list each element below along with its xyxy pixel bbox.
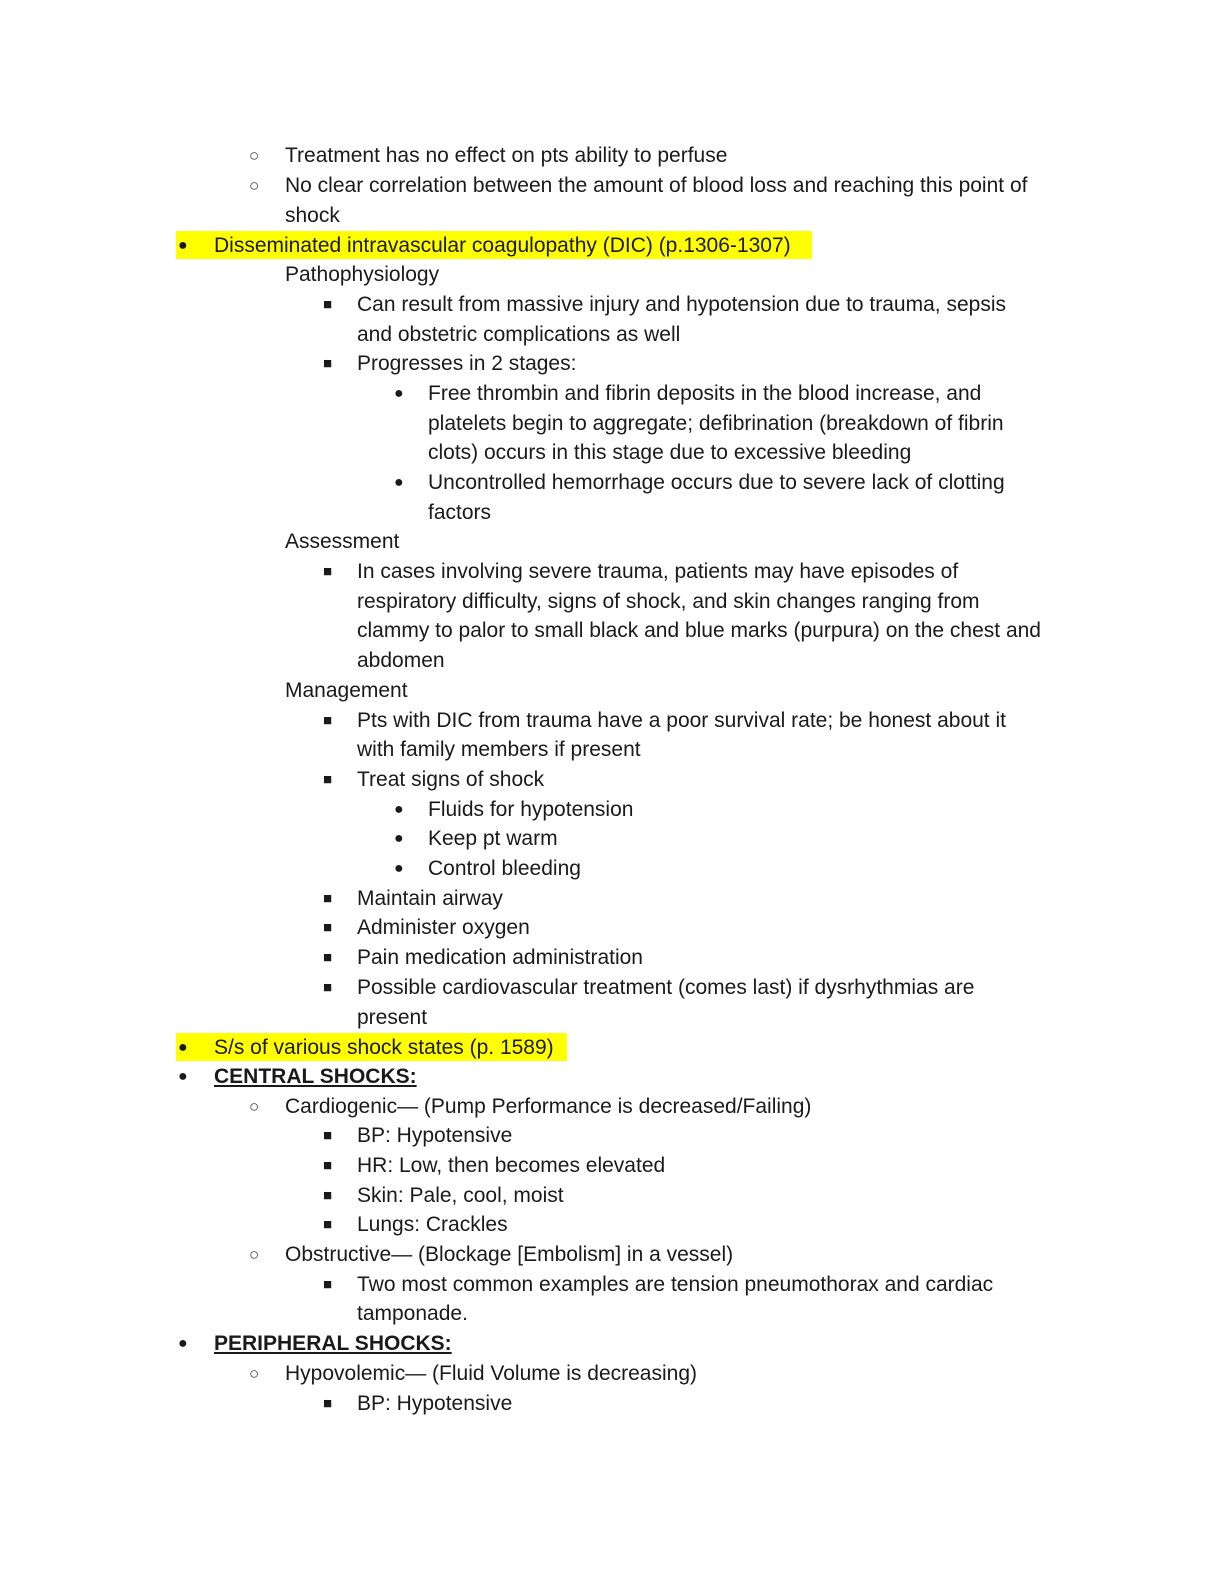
list-item bbox=[249, 1359, 697, 1389]
list-item-text: tamponade. bbox=[357, 1302, 468, 1325]
list-item bbox=[394, 854, 581, 884]
list-item-text: Maintain airway bbox=[357, 887, 503, 910]
bullet-icon: ● bbox=[178, 237, 188, 254]
square-bullet-icon: ■ bbox=[323, 563, 333, 580]
list-item bbox=[394, 824, 558, 854]
list-item-text: Two most common examples are tension pneumothorax and cardiac bbox=[357, 1273, 994, 1296]
bullet-icon: ● bbox=[178, 1039, 188, 1056]
subheading-pathophysiology bbox=[285, 260, 439, 290]
hollow-bullet-icon: ○ bbox=[249, 1364, 260, 1383]
list-item bbox=[323, 1389, 513, 1419]
square-bullet-icon: ■ bbox=[323, 355, 333, 372]
bullet-icon: ● bbox=[394, 860, 404, 877]
bullet-icon: ● bbox=[394, 385, 404, 402]
list-item bbox=[323, 973, 975, 1003]
list-item-text: clammy to palor to small black and blue marks (purpura) on the chest and bbox=[357, 619, 1041, 642]
list-item bbox=[323, 1121, 513, 1151]
list-item bbox=[249, 171, 1028, 201]
list-item-text: Fluids for hypotension bbox=[428, 798, 634, 821]
bullet-icon: ● bbox=[178, 1068, 188, 1085]
list-item-text: BP: Hypotensive bbox=[357, 1124, 513, 1147]
subheading-management bbox=[285, 676, 408, 706]
list-item bbox=[394, 379, 982, 409]
bold-underlined-heading-text: PERIPHERAL SHOCKS: bbox=[214, 1332, 452, 1355]
list-item-continuation bbox=[428, 409, 1004, 439]
subheading-assessment bbox=[285, 527, 399, 557]
list-item bbox=[249, 1092, 812, 1122]
list-item-continuation bbox=[357, 1299, 468, 1329]
list-item-continuation bbox=[357, 587, 980, 617]
list-item bbox=[323, 1181, 564, 1211]
list-item-text: Progresses in 2 stages: bbox=[357, 352, 577, 375]
list-item-text: factors bbox=[428, 501, 492, 524]
list-item-text: Cardiogenic— (Pump Performance is decreased/Failing) bbox=[285, 1095, 812, 1118]
list-item-text: In cases involving severe trauma, patients may have episodes of bbox=[357, 560, 959, 583]
square-bullet-icon: ■ bbox=[323, 919, 333, 936]
list-item-text: clots) occurs in this stage due to excessive bleeding bbox=[428, 441, 912, 464]
list-item-text: Treatment has no effect on pts ability to perfuse bbox=[285, 144, 728, 167]
list-item bbox=[323, 706, 1006, 736]
bullet-icon: ● bbox=[394, 474, 404, 491]
list-item-text: HR: Low, then becomes elevated bbox=[357, 1154, 666, 1177]
section-heading-shock-states bbox=[178, 1033, 554, 1063]
bullet-icon: ● bbox=[394, 830, 404, 847]
list-item-text: Treat signs of shock bbox=[357, 768, 545, 791]
list-item-text: Can result from massive injury and hypotension due to trauma, sepsis bbox=[357, 293, 1006, 316]
square-bullet-icon: ■ bbox=[323, 1216, 333, 1233]
list-item-text: present bbox=[357, 1006, 428, 1029]
highlighted-heading-text: S/s of various shock states (p. 1589) bbox=[214, 1036, 554, 1059]
list-item-text: abdomen bbox=[357, 649, 445, 672]
square-bullet-icon: ■ bbox=[323, 1187, 333, 1204]
list-item-text: shock bbox=[285, 204, 340, 227]
bold-underlined-heading-text: CENTRAL SHOCKS: bbox=[214, 1065, 417, 1088]
square-bullet-icon: ■ bbox=[323, 949, 333, 966]
list-item-continuation bbox=[357, 320, 680, 350]
section-heading-dic bbox=[178, 231, 791, 261]
hollow-bullet-icon: ○ bbox=[249, 1245, 260, 1264]
square-bullet-icon: ■ bbox=[323, 1127, 333, 1144]
list-item-text: Keep pt warm bbox=[428, 827, 558, 850]
section-heading-central-shocks bbox=[178, 1062, 417, 1092]
list-item bbox=[323, 1210, 508, 1240]
list-item-text: BP: Hypotensive bbox=[357, 1392, 513, 1415]
list-item-text: Obstructive— (Blockage [Embolism] in a vessel) bbox=[285, 1243, 734, 1266]
list-item-text: Pts with DIC from trauma have a poor survival rate; be honest about it bbox=[357, 709, 1006, 732]
list-item-text: Skin: Pale, cool, moist bbox=[357, 1184, 564, 1207]
list-item-text: and obstetric complications as well bbox=[357, 323, 681, 346]
bullet-icon: ● bbox=[394, 801, 404, 818]
list-item-continuation bbox=[357, 735, 641, 765]
subheading-text: Management bbox=[285, 679, 408, 702]
square-bullet-icon: ■ bbox=[323, 296, 333, 313]
list-item-text: No clear correlation between the amount of blood loss and reaching this point of bbox=[285, 174, 1028, 197]
list-item-text: Pain medication administration bbox=[357, 946, 643, 969]
square-bullet-icon: ■ bbox=[323, 712, 333, 729]
list-item-text: Hypovolemic— (Fluid Volume is decreasing) bbox=[285, 1362, 697, 1385]
list-item-text: Possible cardiovascular treatment (comes last) if dysrhythmias are bbox=[357, 976, 975, 999]
list-item-continuation bbox=[428, 498, 491, 528]
list-item-text: Administer oxygen bbox=[357, 916, 530, 939]
subheading-text: Pathophysiology bbox=[285, 263, 440, 286]
list-item bbox=[394, 795, 634, 825]
list-item-continuation bbox=[357, 646, 445, 676]
list-item bbox=[323, 557, 959, 587]
square-bullet-icon: ■ bbox=[323, 890, 333, 907]
square-bullet-icon: ■ bbox=[323, 771, 333, 788]
hollow-bullet-icon: ○ bbox=[249, 176, 260, 195]
list-item-continuation bbox=[428, 438, 911, 468]
section-heading-peripheral-shocks bbox=[178, 1329, 452, 1359]
list-item bbox=[323, 349, 577, 379]
list-item bbox=[323, 943, 643, 973]
square-bullet-icon: ■ bbox=[323, 1276, 333, 1293]
list-item bbox=[323, 765, 545, 795]
list-item bbox=[323, 1270, 994, 1300]
list-item-continuation bbox=[357, 1003, 427, 1033]
list-item-text: Free thrombin and fibrin deposits in the blood increase, and bbox=[428, 382, 982, 405]
list-item-text: Lungs: Crackles bbox=[357, 1213, 508, 1236]
list-item bbox=[394, 468, 1005, 498]
hollow-bullet-icon: ○ bbox=[249, 146, 260, 165]
subheading-text: Assessment bbox=[285, 530, 400, 553]
square-bullet-icon: ■ bbox=[323, 1157, 333, 1174]
list-item bbox=[323, 913, 530, 943]
bullet-icon: ● bbox=[178, 1335, 188, 1352]
square-bullet-icon: ■ bbox=[323, 1395, 333, 1412]
hollow-bullet-icon: ○ bbox=[249, 1097, 260, 1116]
square-bullet-icon: ■ bbox=[323, 979, 333, 996]
list-item-text: Control bleeding bbox=[428, 857, 581, 880]
list-item bbox=[249, 1240, 734, 1270]
list-item bbox=[323, 290, 1006, 320]
list-item-text: platelets begin to aggregate; defibrination (breakdown of fibrin bbox=[428, 412, 1004, 435]
list-item-text: with family members if present bbox=[357, 738, 641, 761]
list-item bbox=[249, 141, 728, 171]
list-item bbox=[323, 1151, 666, 1181]
list-item-continuation bbox=[285, 201, 340, 231]
list-item bbox=[323, 884, 503, 914]
list-item-text: Uncontrolled hemorrhage occurs due to severe lack of clotting bbox=[428, 471, 1005, 494]
list-item-text: respiratory difficulty, signs of shock, and skin changes ranging from bbox=[357, 590, 980, 613]
highlighted-heading-text: Disseminated intravascular coagulopathy (DIC) (p.1306-1307) bbox=[214, 234, 791, 257]
list-item-continuation bbox=[357, 616, 1041, 646]
